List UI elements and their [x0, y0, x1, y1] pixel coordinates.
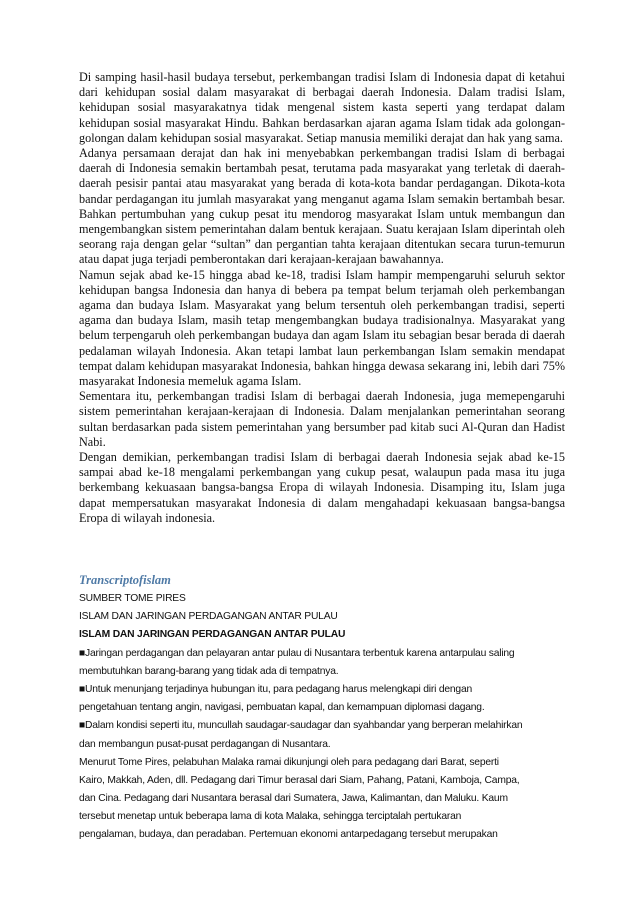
- paragraph-persamaan-derajat: Adanya persamaan derajat dan hak ini menyebabkan perkembangan tradisi Islam di berbagai daerah di Indonesia semakin bertambah pesat, terutama pada masyarakat yang terletak di daerah-daerah pesisir pantai atau masyarakat yang berada di kota-kota bandar perdagangan. Dikota-kota bandar perdagangan itu jumlah masyarakat yang menganut agama Islam semakin bertambah besar. Bahkan pertumbuhan yang cukup pesat itu mendorog masyarakat Islam untuk membangun dan mengembangkan sistem pemerintahan dalam bentuk kerajaan. Suatu kerajaan Islam diperintah oleh seorang raja dengan gelar “sultan” dan pergantian tahta kerajaan ditentukan secara turun-temurun atau dapat juga terjadi pemberontakan dari kerajaan-kerajaan bawahannya.: [79, 146, 565, 267]
- transcript-line: pengalaman, budaya, dan peradaban. Pertemuan ekonomi antarpedagang tersebut merupakan: [79, 829, 498, 841]
- paragraph-kesimpulan: Dengan demikian, perkembangan tradisi Islam di berbagai daerah Indonesia sejak abad ke-15 sampai abad ke-18 mengalami perkembangan yang cukup pesat, walaupun pada masa itu juga berkembang kekuasaan bangsa-bangsa Eropa di wilayah Indonesia. Disamping itu, Islam juga dapat mempersatukan masyarakat Indonesia di dalam mengahadapi kekuasaan bangsa-bangsa Eropa di wilayah indonesia.: [79, 450, 565, 525]
- transcript-line: ■Untuk menunjang terjadinya hubungan itu, para pedagang harus melengkapi diri dengan: [79, 683, 473, 695]
- transcript-title-bold: ISLAM DAN JARINGAN PERDAGANGAN ANTAR PULAU: [79, 629, 346, 641]
- transcript-line: tersebut menetap untuk beberapa lama di kota Malaka, sehingga terciptalah pertukaran: [79, 811, 462, 823]
- body-text: [79, 70, 565, 526]
- transcript-title: ISLAM DAN JARINGAN PERDAGANGAN ANTAR PULAU: [79, 611, 338, 623]
- transcript-text: [79, 590, 565, 845]
- transcript-line: ■Jaringan perdagangan dan pelayaran antar pulau di Nusantara terbentuk karena antarpulau saling: [79, 647, 515, 659]
- transcript-line: ■Dalam kondisi seperti itu, muncullah saudagar-saudagar dan syahbandar yang berperan melahirkan: [79, 720, 523, 732]
- paragraph-abad-15-18: Namun sejak abad ke-15 hingga abad ke-18, tradisi Islam hampir mempengaruhi seluruh sektor kehidupan bangsa Indonesia dan hanya di bebera pa tempat belum terjamah oleh perkembangan agama dan budaya Islam. Masyarakat yang belum tersentuh oleh perkembangan tradisi, seperti agama dan budaya Islam, masih tetap mengembangkan budaya tradisionalnya. Masyarakat yang belum terpengaruh oleh perkembangan budaya dan agam Islam itu sebagian besar berada di daerah pedalaman wilayah Indonesia. Akan tetapi lambat laun perkembangan Islam semakin mendapat tempat dalam kehidupan masyarakat Indonesia, bahkan hingga dewasa sekarang ini, lebih dari 75% masyarakat Indonesia memeluk agama Islam.: [79, 267, 565, 389]
- transcript-source: SUMBER TOME PIRES: [79, 593, 186, 604]
- paragraph-hasil-budaya: Di samping hasil-hasil budaya tersebut, perkembangan tradisi Islam di Indonesia dapat di ketahui dari kehidupan sosial dalam masyarakat di berbagai daerah Indonesia. Dalam tradisi Islam, kehidupan sosial masyarakatnya tidak mengenal sistem kasta seperti yang terdapat dalam kehidupan sosial masyarakat Hindu. Bahkan berdasarkan ajaran agama Islam tidak ada golongan-golongan dalam kehidupan sosial masyarakat. Setiap manusia memiliki derajat dan hak yang sama.: [79, 70, 565, 145]
- transcript-line: pengetahuan tentang angin, navigasi, pembuatan kapal, dan kemampuan diplomasi dagang.: [79, 702, 485, 714]
- transcript-line: membutuhkan barang-barang yang tidak ada di tempatnya.: [79, 665, 339, 677]
- paragraph-sistem-pemerintahan: Sementara itu, perkembangan tradisi Islam di berbagai daerah Indonesia, juga memepengaruhi sistem pemerintahan kerajaan-kerajaan di Indonesia. Dalam menjalankan pemerintahan seorang sultan berdasarkan pada sistem pemerintahan yang bersumber pad kitab suci Al-Quran dan Hadist Nabi.: [79, 389, 565, 449]
- transcript-line: Menurut Tome Pires, pelabuhan Malaka ramai dikunjungi oleh para pedagang dari Barat, seperti: [79, 756, 499, 768]
- transcript-line: dan membangun pusat-pusat perdagangan di Nusantara.: [79, 738, 331, 750]
- transcript-heading: Transcriptofislam: [79, 573, 171, 587]
- transcript-line: Kairo, Makkah, Aden, dll. Pedagang dari Timur berasal dari Siam, Pahang, Patani, Kamboja, Campa,: [79, 774, 520, 786]
- transcript-line: dan Cina. Pedagang dari Nusantara berasal dari Sumatera, Jawa, Kalimantan, dan Maluku. Kaum: [79, 793, 508, 805]
